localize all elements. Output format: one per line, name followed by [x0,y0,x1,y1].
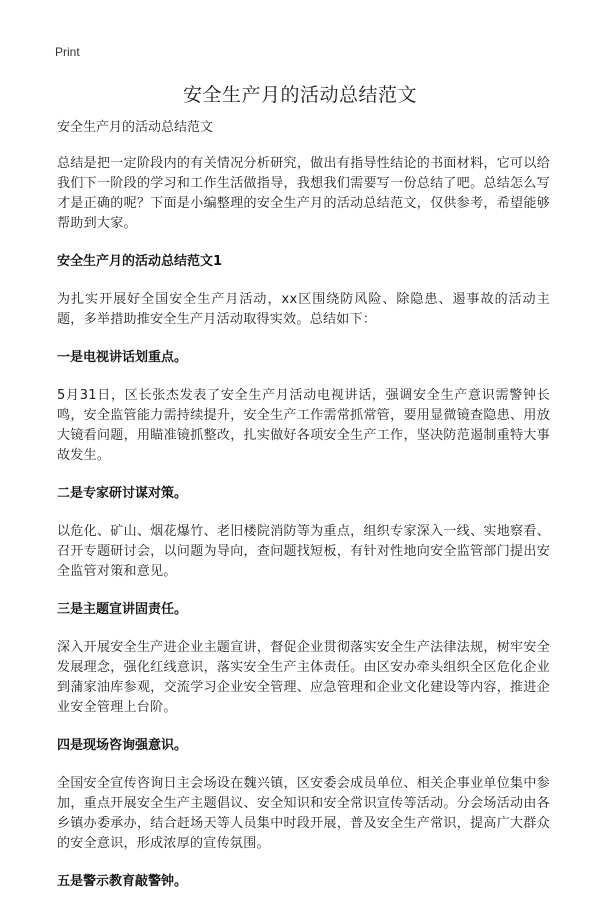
item-body-2: 以危化、矿山、烟花爆竹、老旧楼院消防等为重点，组织专家深入一线、实地察看、召开专题研讨会，以问题为导向，查问题找短板，有针对性地向安全监管部门提出安全监管对策和意见。 [57,524,550,579]
item-heading-4: 四是现场咨询强意识。 [57,738,188,753]
intro-paragraph: 总结是把一定阶段内的有关情况分析研究，做出有指导性结论的书面材料，它可以给我们下一阶段的学习和工作生活做指导，我想我们需要写一份总结了吧。总结怎么写才是正确的呢？下面是小编整理的安全生产月的活动总结范文，仅供参考，希望能够帮助到大家。 [57,156,550,231]
item-heading-3: 三是主题宣讲固责任。 [57,602,188,617]
item-body-1: 5月31日，区长张杰发表了安全生产月活动电视讲话，强调安全生产意识需警钟长鸣，安全监管能力需持续提升，安全生产工作需常抓常管，要用显微镜查隐患、用放大镜看问题，用瞄准镜抓整改，扎实做好各项安全生产工作，坚决防范遏制重特大事故发生。 [57,388,550,463]
section-intro-paragraph: 为扎实开展好全国安全生产月活动，xx区围绕防风险、除隐患、遏事故的活动主题，多举措助推安全生产月活动取得实效。总结如下： [57,292,550,327]
item-heading-1: 一是电视讲话划重点。 [57,350,188,365]
item-heading-5: 五是警示教育敲警钟。 [57,874,188,889]
section-heading: 安全生产月的活动总结范文1 [57,254,223,269]
print-link[interactable]: Print [55,45,80,59]
article-body [57,118,550,910]
page-title: 安全生产月的活动总结范文 [182,84,417,106]
article-subtitle: 安全生产月的活动总结范文 [57,120,214,135]
item-heading-2: 二是专家研讨谋对策。 [57,486,188,501]
item-body-3: 深入开展安全生产进企业主题宣讲，督促企业贯彻落实安全生产法律法规，树牢安全发展理念，强化红线意识，落实安全生产主体责任。由区安办牵头组织全区危化企业到蒲家油库参观，交流学习企业安全管理、应急管理和企业文化建设等内容，推进企业安全管理上台阶。 [57,640,550,715]
item-body-4: 全国安全宣传咨询日主会场设在魏兴镇，区安委会成员单位、相关企事业单位集中参加，重点开展安全生产主题倡议、安全知识和安全常识宣传等活动。分会场活动由各乡镇办委承办，结合赶场天等人员集中时段开展，普及安全生产常识，提高广大群众的安全意识，形成浓厚的宣传氛围。 [57,776,550,851]
